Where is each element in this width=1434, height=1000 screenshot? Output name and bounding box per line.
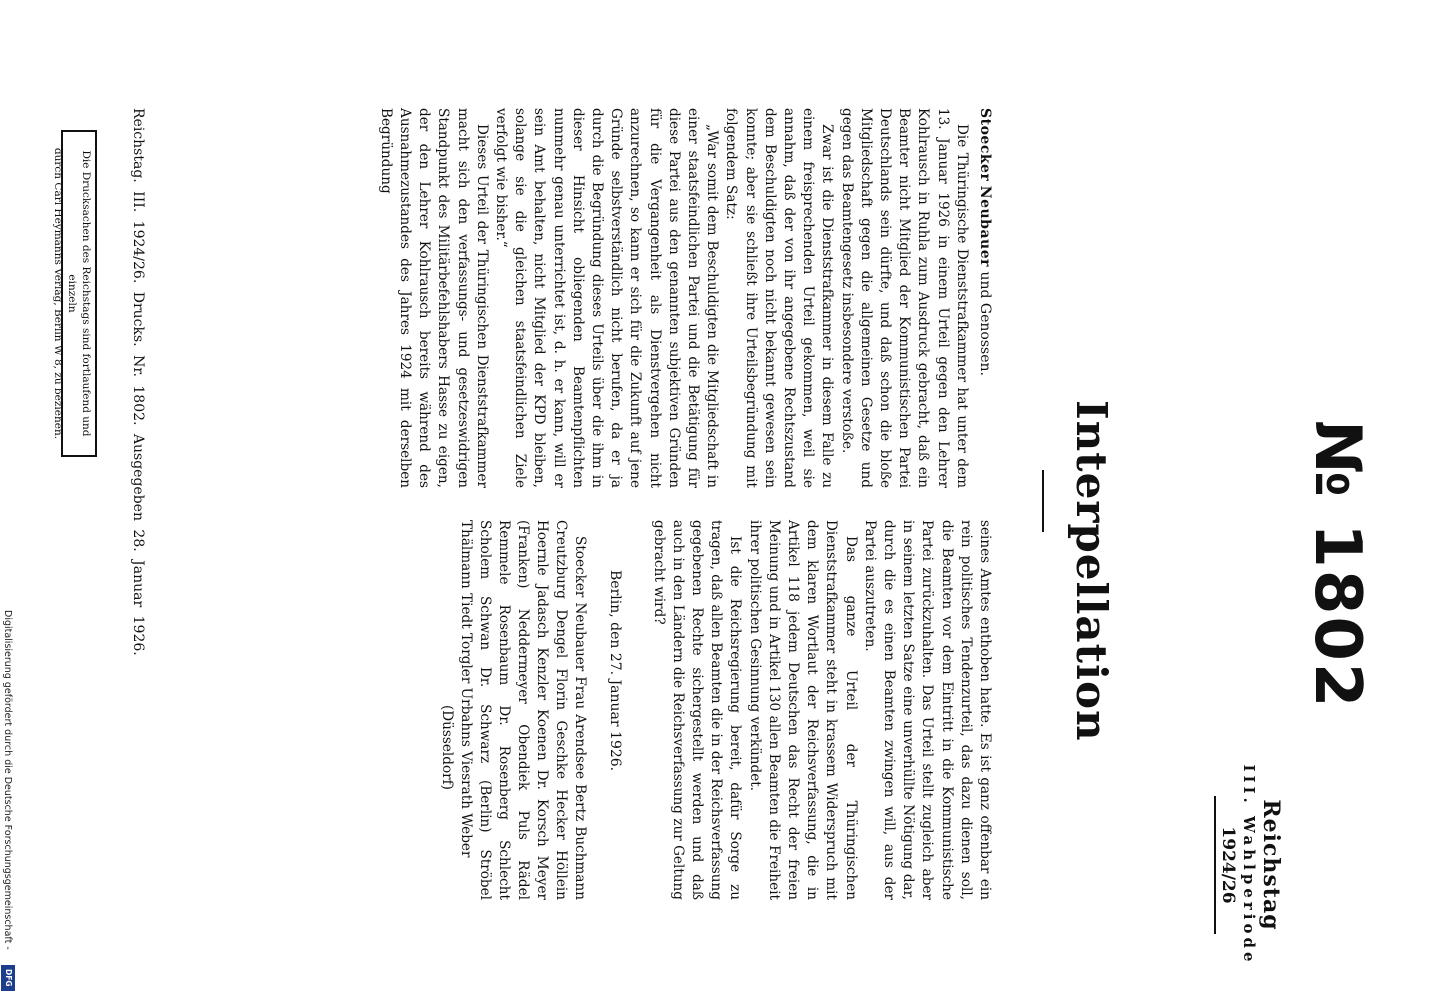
quote-paragraph: „War somit dem Beschuldigten die Mitgliedschaft in einer staatsfeindlichen Partei und die Betätigung für diese Partei aus den genannten subjektiven Gründen für die Vergangenheit als Dienstvergehen nicht anzurechnen, so kann er sich für die Zukunft auf jene Gründe selbstverständlich nicht berufen, da er ja durch die Begründung dieses Urteils über die ihm in dieser Hinsicht obliegenden Beamtenpflichten nunmehr genau unterrichtet ist, d. h. er kann, will er sein Amt behalten, nicht Mitglied der KPD bleiben, solange sie die gleichen staatsfeindlichen Ziele verfolgt wie bisher.“ [492,108,721,488]
paragraph: Zwar ist die Dienststrafkammer in diesem Falle zu einem freisprechenden Urteil gekommen, weil sie annahm, daß der von ihr angegebene Rechtszustand dem Beschuldigten noch nicht bekannt gewesen sein konnte; aber sie schließt ihre Urteilsbegründung mit folgendem Satz: [723,108,836,488]
reference-years: 1924/26 [1214,796,1238,933]
reference-body: Reichstag [1258,799,1284,931]
reference-period: III. Wahlperiode [1240,764,1258,966]
movers-names: Neubauer [977,185,993,268]
paragraph: Dieses Urteil der Thüringischen Dienststrafkammer macht sich den verfassungs- und gesetzeswidrigen Standpunkt des Militärbefehlshabers Hasse zu eigen, der den Lehrer Kohlrausch bereits während des Ausnahmezustandes des Jahres 1924 mit derselben Begründung [377,108,490,488]
print-footer: Reichstag. III. 1924/26. Drucks. Nr. 1802. Ausgegeben 28. Januar 1926. [130,108,146,656]
notice-line-2: durch Carl Heymanns Verlag, Berlin W 8, zu beziehen. [52,147,64,440]
digitization-stripe [0,0,18,1000]
digitization-note: Digitalisierung gefördert durch die Deutsche Forschungsgemeinschaft - [2,610,13,950]
movers-suffix: und Genossen. [977,271,993,376]
left-column [376,108,995,488]
movers-prefix: Stoecker [977,108,993,182]
right-column [437,520,994,900]
paragraph: Die Thüringische Dienststrafkammer hat unter dem 13. Januar 1926 in einem Urteil gegen den Lehrer Kohlrausch in Ruhla zum Ausdruck gebracht, daß ein Beamter nicht Mitglied der Kommunistischen Partei Deutschlands sein dürfte, und daß schon die bloße Mitgliedschaft gegen die allgemeinen Gesetze und gegen das Beamtengesetz insbesondere verstoße. [838,108,970,488]
publisher-notice [52,130,97,457]
question-paragraph: Ist die Reichsregierung bereit, dafür Sorge zu tragen, daß allen Beamten die in der Reichsverfassung gegebenen Rechte sichergestellt werden und daß auch in den Ländern die Reichsverfassung zur Geltung gebracht wird? [650,520,744,900]
signatories: Stoecker Neubauer Frau Arendsee Bertz Buchmann Creutzburg Dengel Florin Geschke Hecker Höllein Hoernle Jadasch Kenzler Koenen Dr. Korsch Meyer (Franken) Neddermeyer Obendiek Puls Rädel Remmele Rosenbaum Dr. Rosenberg Schlecht Scholem Schwan Dr. Schwarz (Berlin) Ströbel Thälmann Tiedt Torgler Urbahns Viesrath Weber [458,520,589,900]
reference-block [1214,760,1284,970]
document-number: № 1802 [1300,420,1374,710]
signatories-last: (Düsseldorf) [439,704,456,790]
paragraph: Das ganze Urteil der Thüringischen Dienststrafkammer steht in krassem Widerspruch mit dem klaren Wortlaut der Reichsverfassung, die in Artikel 118 jedem Deutschen das Recht der freien Meinung und in Artikel 130 allen Beamten die Freiheit ihrer politischen Gesinnung verkündet. [746,520,859,900]
title-rule [1042,470,1044,532]
dateline: Berlin, den 27. Januar 1926. [607,570,624,772]
paragraph: seines Amtes enthoben hatte. Es ist ganz offenbar ein rein politisches Tendenzurteil, das dazu dienen soll, die Beamten vor dem Eintritt in die Kommunistische Partei zurückzuhalten. Das Urteil stellt zugleich aber in seinem letzten Satze eine unverhüllte Nötigung dar, durch die es einen Beamten zwingen will, aus der Partei auszutreten. [861,520,993,900]
movers-line [975,108,994,488]
notice-line-1: Die Drucksachen des Reichstags sind fortlaufend und einzeln [66,150,92,437]
dfg-logo-icon: DFG [1,965,15,991]
document-title: Interpellation [1067,400,1116,742]
